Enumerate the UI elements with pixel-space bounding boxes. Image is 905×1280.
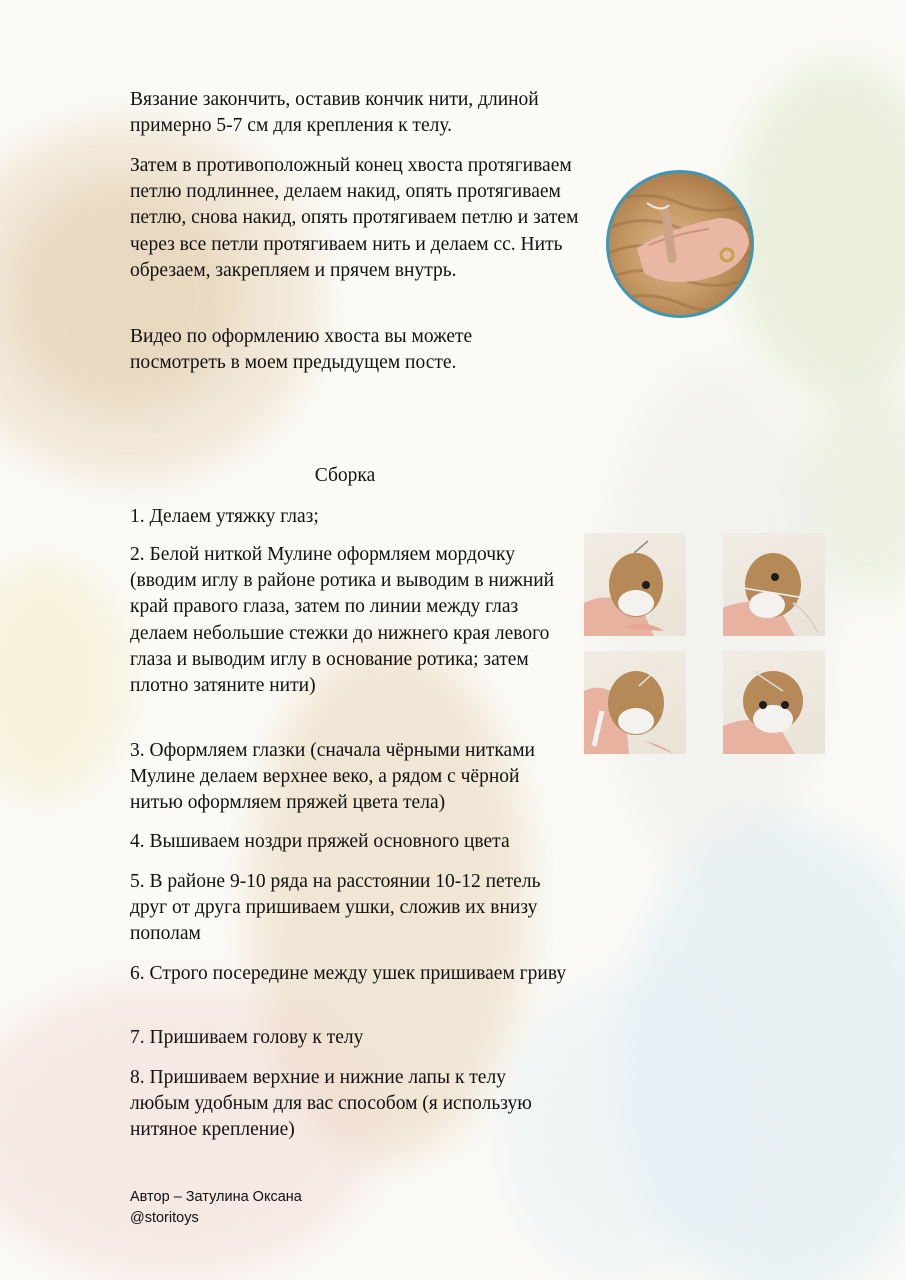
step-6: 6. Строго посередине между ушек пришиваем гриву: [130, 963, 567, 984]
paragraph-tail-finishing: Затем в противоположный конец хвоста протягиваем петлю подлиннее, делаем накид, опять протягиваем петлю, снова накид, опять протягиваем петлю и затем через все петли протягиваем нить и делаем сс. Нить обрезаем, закрепляем и прячем внутрь.: [130, 155, 579, 281]
tail-photo-illustration: [609, 173, 751, 315]
paragraph-finish-knitting: Вязание закончить, оставив кончик нити, длиной примерно 5-7 см для крепления к телу.: [130, 89, 539, 137]
paragraph-video-note: Видео по оформлению хвоста вы можете посмотреть в моем предыдущем посте.: [130, 326, 473, 374]
assembly-photo-1: [584, 533, 686, 636]
assembly-photo-3: [584, 651, 686, 754]
tail-photo: [606, 170, 754, 318]
footer: [130, 1187, 302, 1229]
author-name: Автор – Затулина Оксана: [130, 1189, 302, 1205]
step-2: 2. Белой ниткой Мулине оформляем мордочку (вводим иглу в районе ротика и выводим в нижний край правого глаза, затем по линии между глаз делаем небольшие стежки до нижнего края левого глаза и выводим иглу в основание ротика; затем плотно затяните нити): [130, 544, 555, 697]
assembly-photo-4: [723, 651, 825, 754]
author-handle: @storitoys: [130, 1210, 199, 1226]
step-1: 1. Делаем утяжку глаз;: [130, 506, 319, 527]
assembly-photo-2: [723, 533, 825, 636]
step-8: 8. Пришиваем верхние и нижние лапы к телу любым удобным для вас способом (я использую нитяное крепление): [130, 1067, 532, 1141]
step-5: 5. В районе 9-10 ряда на расстоянии 10-12 петель друг от друга пришиваем ушки, сложив их внизу пополам: [130, 871, 541, 945]
section-title: Сборка: [314, 465, 376, 486]
step-4: 4. Вышиваем ноздри пряжей основного цвета: [130, 831, 510, 852]
step-3: 3. Оформляем глазки (сначала чёрными нитками Мулине делаем верхнее веко, а рядом с чёрной нитью оформляем пряжей цвета тела): [130, 740, 535, 814]
step-7: 7. Пришиваем голову к телу: [130, 1027, 364, 1048]
